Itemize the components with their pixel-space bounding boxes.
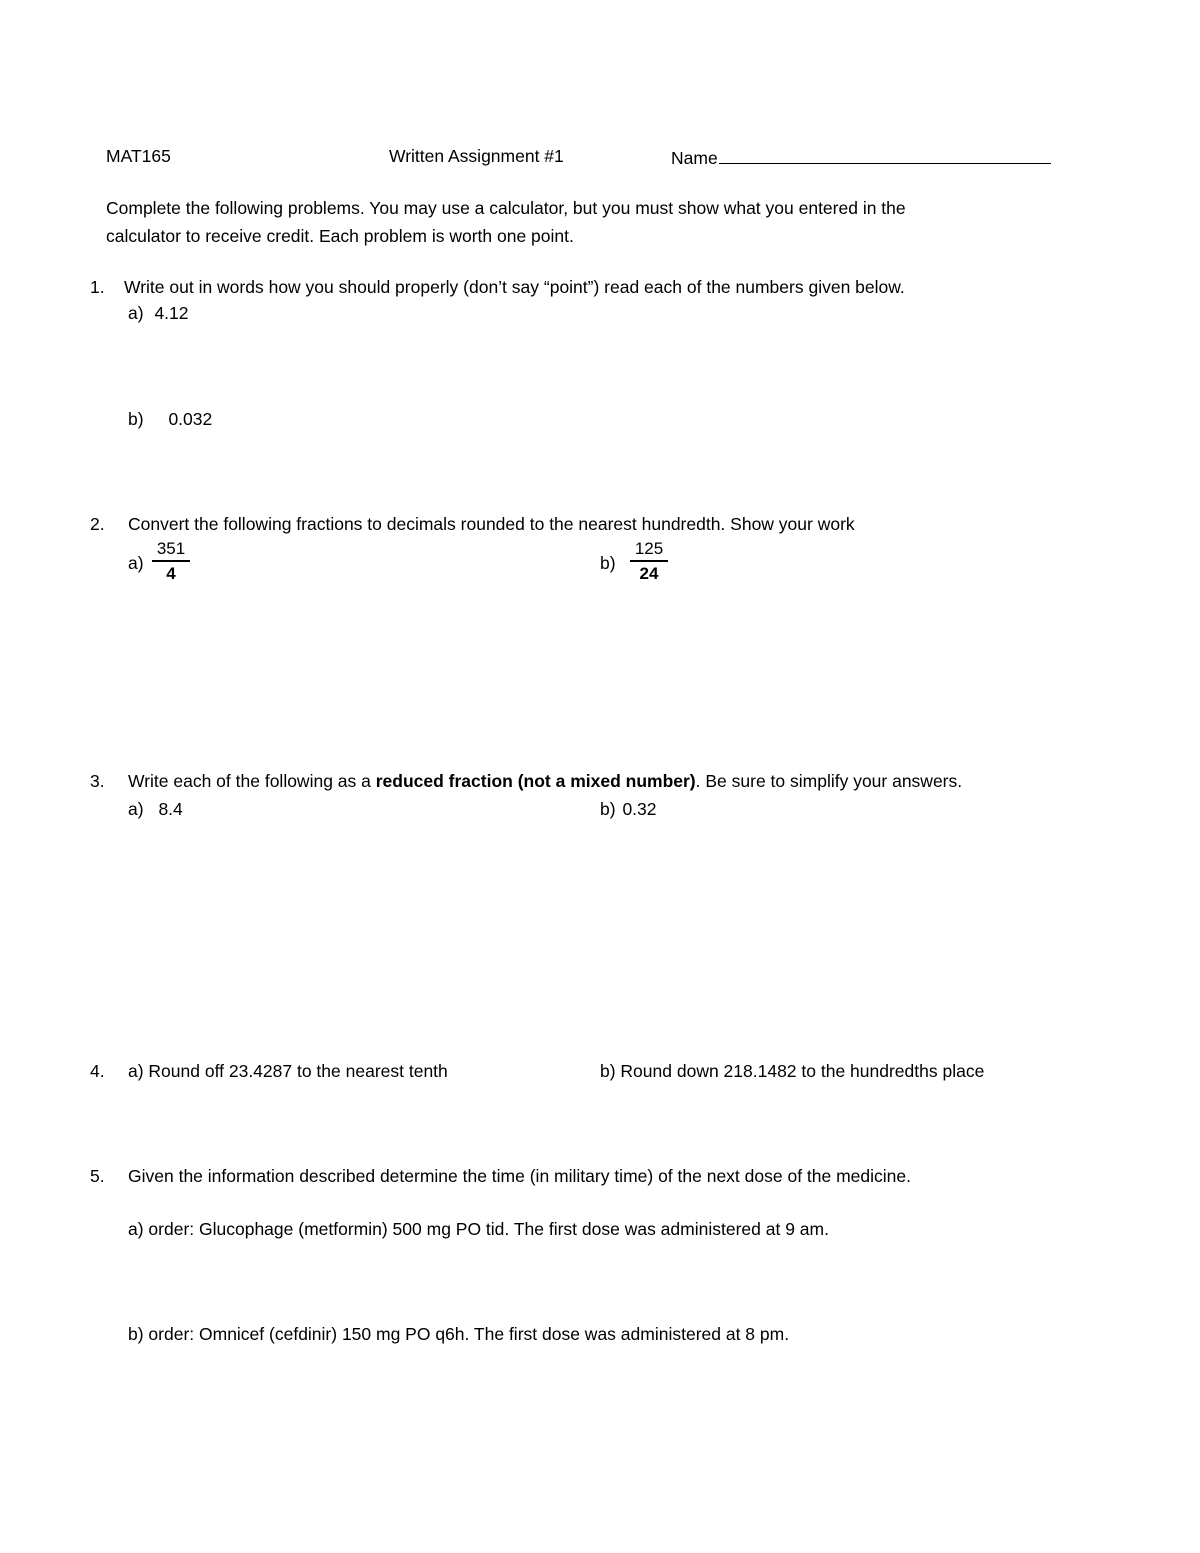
question-3b-value: 0.32	[622, 799, 657, 819]
fraction-numerator: 351	[152, 540, 190, 562]
question-1-number: 1.	[90, 277, 105, 297]
question-2-number: 2.	[90, 514, 105, 534]
question-3b	[600, 799, 657, 820]
question-1a	[128, 303, 189, 324]
fraction-denominator: 4	[166, 564, 176, 583]
question-3a-label: a)	[128, 799, 144, 819]
question-3-text-start: Write each of the following as a	[128, 771, 376, 791]
fraction-numerator: 125	[630, 540, 668, 562]
question-1b-value: 0.032	[168, 409, 213, 429]
question-5-number: 5.	[90, 1166, 105, 1186]
question-5	[90, 1166, 911, 1187]
question-2b-label: b)	[600, 553, 616, 573]
course-code: MAT165	[106, 146, 171, 166]
question-3a-value: 8.4	[158, 799, 183, 819]
question-1a-value: 4.12	[154, 303, 189, 323]
question-5b-text: b) order: Omnicef (cefdinir) 150 mg PO q6h. The first dose was administered at 8 pm.	[128, 1324, 790, 1344]
question-1b-label: b)	[128, 409, 144, 429]
question-3b-label: b)	[600, 799, 616, 819]
name-field[interactable]	[671, 146, 1051, 169]
question-3	[90, 771, 962, 792]
question-2a-label: a)	[128, 553, 144, 573]
instructions-line-1: Complete the following problems. You may use a calculator, but you must show what you entered in the	[106, 198, 906, 218]
question-3a	[128, 799, 183, 820]
question-1b	[128, 409, 212, 430]
question-2-text: Convert the following fractions to decimals rounded to the nearest hundredth. Show your work	[128, 514, 855, 534]
name-label: Name	[671, 148, 718, 168]
question-4b-text: b) Round down 218.1482 to the hundredths place	[600, 1061, 985, 1081]
question-5a-text: a) order: Glucophage (metformin) 500 mg PO tid. The first dose was administered at 9 am.	[128, 1219, 829, 1239]
assignment-title: Written Assignment #1	[389, 146, 564, 166]
question-2	[90, 514, 855, 535]
question-1a-label: a)	[128, 303, 144, 323]
question-3-text-bold: reduced fraction (not a mixed number)	[375, 771, 696, 791]
question-4-number: 4.	[90, 1061, 105, 1081]
fraction-denominator: 24	[639, 564, 659, 583]
question-3-number: 3.	[90, 771, 105, 791]
question-4a-text: a) Round off 23.4287 to the nearest tenth	[128, 1061, 448, 1081]
question-1-text: Write out in words how you should properly (don’t say “point”) read each of the numbers given below.	[124, 277, 905, 297]
question-5-text: Given the information described determine the time (in military time) of the next dose of the medicine.	[128, 1166, 912, 1186]
question-3-text-end: . Be sure to simplify your answers.	[695, 771, 963, 791]
question-1	[90, 277, 905, 298]
question-4	[90, 1061, 448, 1082]
question-2b-fraction	[630, 540, 668, 582]
instructions-line-2: calculator to receive credit. Each problem is worth one point.	[106, 226, 574, 246]
question-2a-fraction	[152, 540, 190, 582]
name-blank-line[interactable]	[719, 146, 1051, 164]
